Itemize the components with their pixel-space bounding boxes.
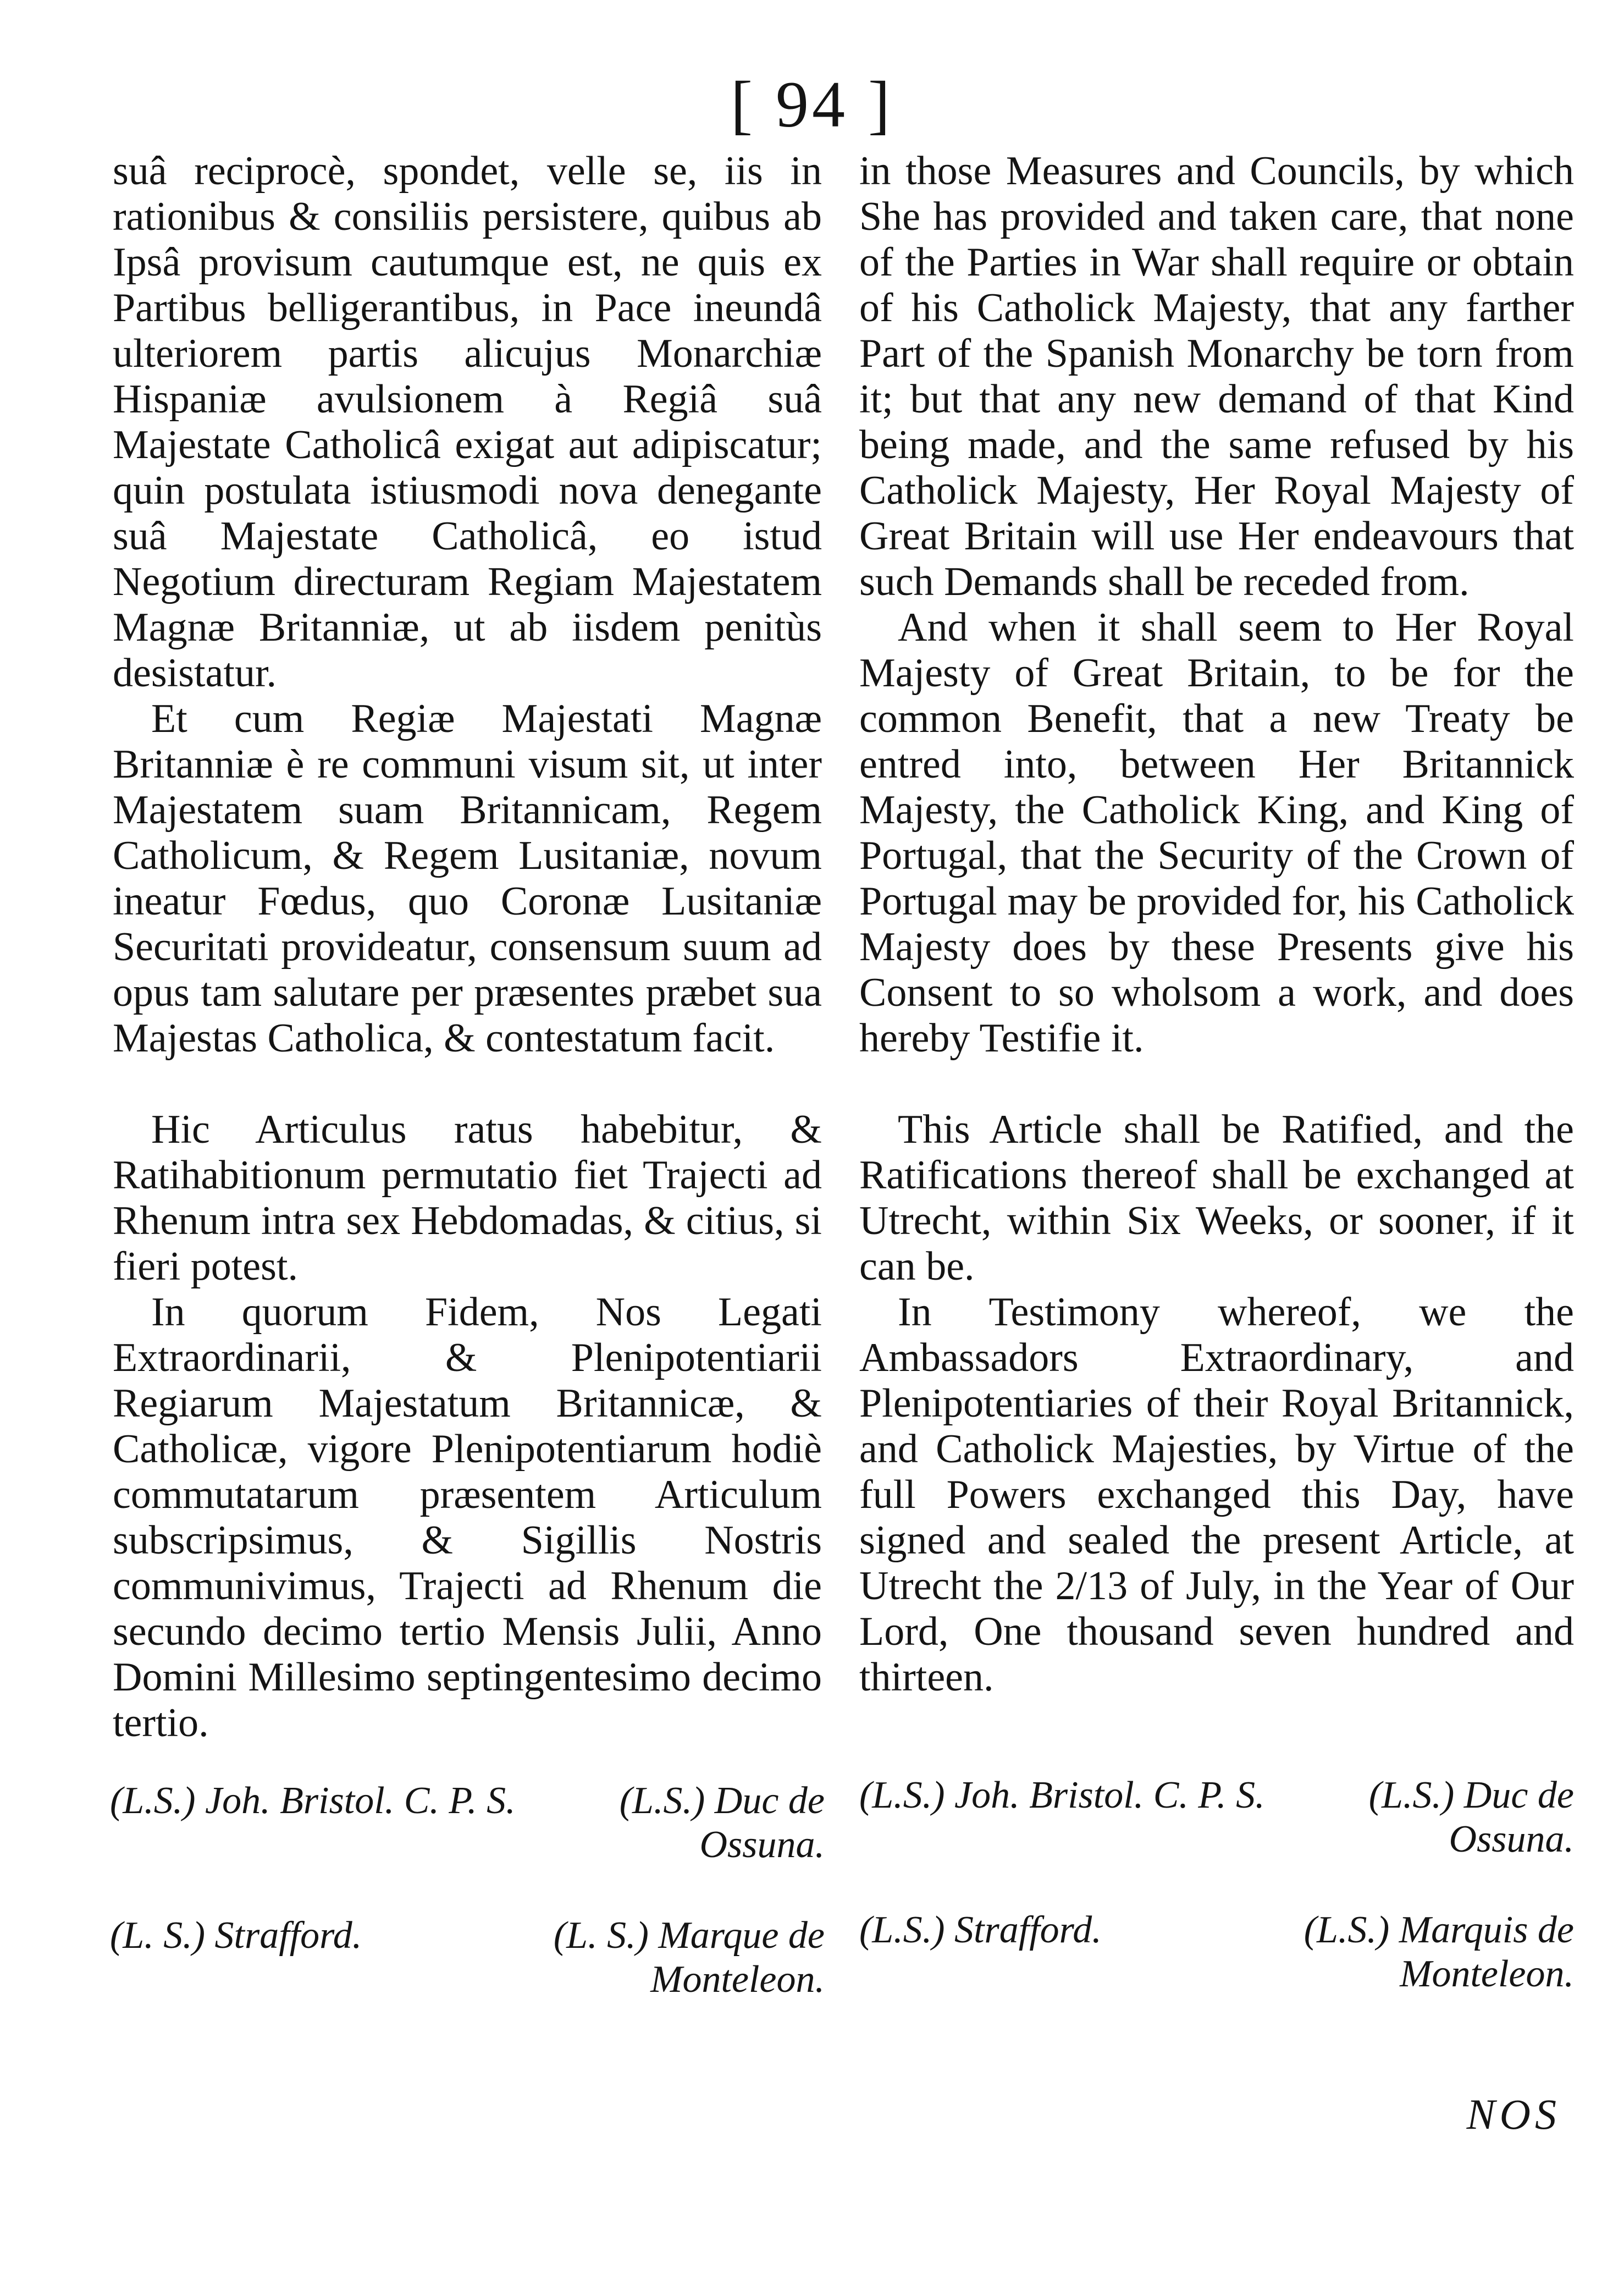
english-column: [859, 148, 1574, 1700]
latin-paragraph-2: Et cum Regiæ Majestati Magnæ Britanniæ è re communi visum sit, ut inter Majestatem suam Britannicam, Regem Catholicum, & Regem Lusitaniæ, novum ineatur Fœdus, quo Coronæ Lusitaniæ Securitati provideatur, consensum suum ad opus tam salutare per præsentes præbet sua Majestas Catholica, & contestatum facit.: [113, 696, 822, 1061]
signature-ossuna-english: (L.S.) Duc de Ossuna.: [1368, 1774, 1574, 1860]
signature-monteleon-latin: (L. S.) Marque de Monteleon.: [553, 1914, 825, 2001]
latin-paragraph-4: In quorum Fidem, Nos Legati Extraordinarii, & Plenipotentiarii Regiarum Majestatum Britannicæ, & Catholicæ, vigore Plenipotentiarum hodiè commutatarum præsentem Articulum subscripsimus, & Sigillis Nostris communivimus, Trajecti ad Rhenum die secundo decimo tertio Mensis Julii, Anno Domini Millesimo septingentesimo decimo tertio.: [113, 1290, 822, 1745]
latin-column: [113, 148, 822, 1746]
signature-ossuna-latin: (L.S.) Duc de Ossuna.: [619, 1780, 825, 1866]
latin-paragraph-3: Hic Articulus ratus habebitur, & Ratihabitionum permutatio fiet Trajecti ad Rhenum intra sex Hebdomadas, & citius, si fieri potest.: [113, 1107, 822, 1289]
english-paragraph-3: This Article shall be Ratified, and the Ratifications thereof shall be exchanged at Utrecht, within Six Weeks, or sooner, if it can be.: [859, 1107, 1574, 1289]
english-paragraph-2: And when it shall seem to Her Royal Majesty of Great Britain, to be for the common Benefit, that a new Treaty be entred into, between Her Britannick Majesty, the Catholick King, and King of Portugal, that the Security of the Crown of Portugal may be provided for, his Catholick Majesty does by these Presents give his Consent to so wholsom a work, and does hereby Testifie it.: [859, 605, 1574, 1061]
english-paragraph-4: In Testimony whereof, we the Ambassadors Extraordinary, and Plenipotentiaries of their Royal Britannick, and Catholick Majesties, by Virtue of the full Powers exchanged this Day, have signed and sealed the present Article, at Utrecht the 2/13 of July, in the Year of Our Lord, One thousand seven hundred and thirteen.: [859, 1290, 1574, 1700]
english-paragraph-1: in those Measures and Councils, by which She has provided and taken care, that none of the Parties in War shall require or obtain of his Catholick Majesty, that any farther Part of the Spanish Monarchy be torn from it; but that any new demand of that Kind being made, and the same refused by his Catholick Majesty, Her Royal Majesty of Great Britain will use Her endeavours that such Demands shall be receded from.: [859, 148, 1574, 604]
signature-monteleon-english: (L.S.) Marquis de Monteleon.: [1303, 1909, 1574, 1995]
latin-paragraph-1: suâ reciprocè, spondet, velle se, iis in rationibus & consiliis persistere, quibus ab Ipsâ provisum cautumque est, ne quis ex Partibus belligerantibus, in Pace ineundâ ulteriorem partis alicujus Monarchiæ Hispaniæ avulsionem à Regiâ suâ Majestate Catholicâ exigat aut adipiscatur; quin postulata istiusmodi nova denegante suâ Majestate Catholicâ, eo istud Negotium directuram Regiam Majestatem Magnæ Britanniæ, ut ab iisdem penitùs desistatur.: [113, 148, 822, 696]
signature-strafford-english: (L.S.) Strafford.: [859, 1909, 1102, 1951]
signature-bristol-english: (L.S.) Joh. Bristol. C. P. S.: [859, 1774, 1265, 1816]
signature-strafford-latin: (L. S.) Strafford.: [110, 1914, 362, 1957]
page-number: [ 94 ]: [731, 68, 893, 141]
catchword: NOS: [1466, 2090, 1561, 2138]
signature-bristol-latin: (L.S.) Joh. Bristol. C. P. S.: [110, 1780, 516, 1822]
